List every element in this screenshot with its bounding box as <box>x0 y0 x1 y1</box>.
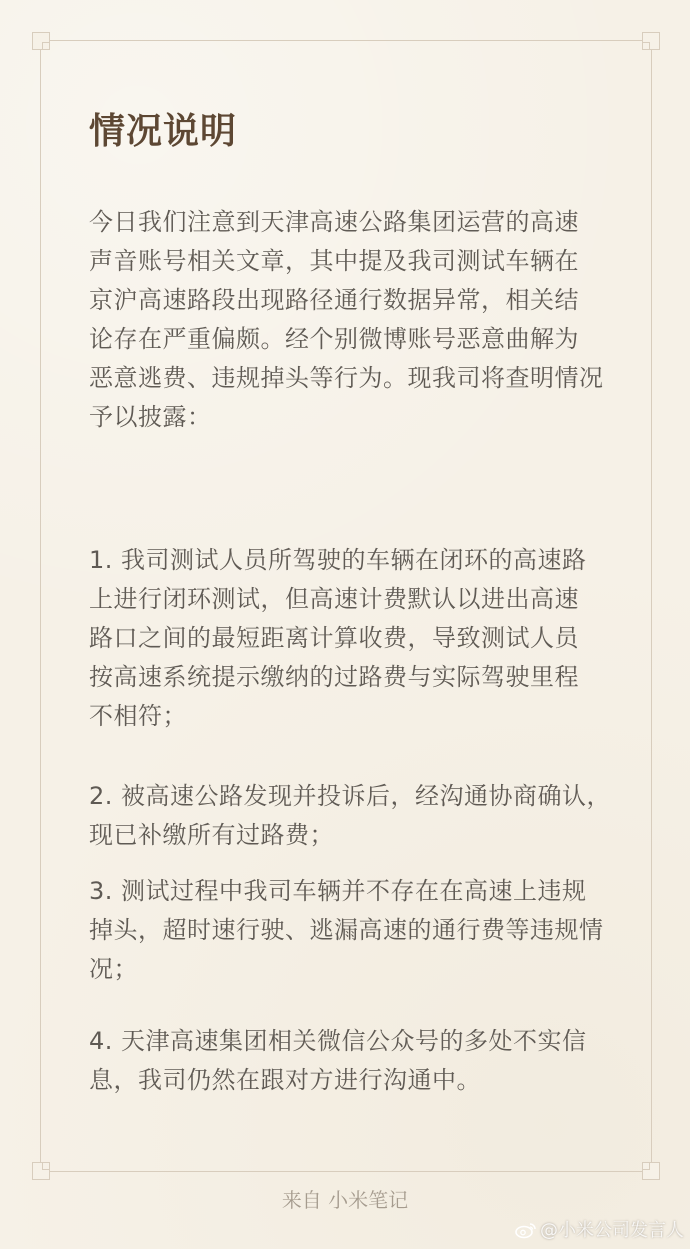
intro-line: 京沪高速路段出现路径通行数据异常，相关结 <box>89 286 579 314</box>
weibo-watermark <box>515 1219 684 1243</box>
list-item-line: 况； <box>89 955 138 983</box>
list-item-4 <box>89 1022 609 1100</box>
intro-line: 声音账号相关文章，其中提及我司测试车辆在 <box>89 247 579 275</box>
list-item-line: 2. 被高速公路发现并投诉后，经沟通协商确认， <box>89 782 612 810</box>
list-item-line: 路口之间的最短距离计算收费，导致测试人员 <box>89 624 579 652</box>
frame-corner-top-left <box>32 32 50 50</box>
list-item-3 <box>89 872 609 989</box>
intro-line: 予以披露： <box>89 403 212 431</box>
frame-corner-bottom-right <box>642 1162 660 1180</box>
intro-line: 恶意逃费、违规掉头等行为。现我司将查明情况 <box>89 364 604 392</box>
weibo-icon <box>515 1221 537 1239</box>
intro-line: 论存在严重偏颇。经个别微博账号恶意曲解为 <box>89 325 579 353</box>
list-item-1 <box>89 541 609 736</box>
list-item-line: 掉头，超时速行驶、逃漏高速的通行费等违规情 <box>89 916 604 944</box>
source-note: 来自 小米笔记 <box>281 1188 409 1212</box>
list-item-line: 息，我司仍然在跟对方进行沟通中。 <box>89 1066 481 1094</box>
list-item-line: 按高速系统提示缴纳的过路费与实际驾驶里程 <box>89 663 579 691</box>
list-item-line: 不相符； <box>89 702 187 730</box>
list-item-line: 4. 天津高速集团相关微信公众号的多处不实信 <box>89 1027 587 1055</box>
document-title: 情况说明 <box>89 111 238 152</box>
intro-line: 今日我们注意到天津高速公路集团运营的高速 <box>89 208 579 236</box>
list-item-2 <box>89 777 612 855</box>
list-item-line: 3. 测试过程中我司车辆并不存在在高速上违规 <box>89 877 587 905</box>
list-item-line: 上进行闭环测试，但高速计费默认以进出高速 <box>89 585 579 613</box>
watermark-text: @小米公司发言人 <box>540 1220 684 1241</box>
list-item-line: 1. 我司测试人员所驾驶的车辆在闭环的高速路 <box>89 546 587 574</box>
intro-paragraph <box>89 203 609 437</box>
frame-corner-bottom-left <box>32 1162 50 1180</box>
list-item-line: 现已补缴所有过路费； <box>89 821 334 849</box>
frame-corner-top-right <box>642 32 660 50</box>
